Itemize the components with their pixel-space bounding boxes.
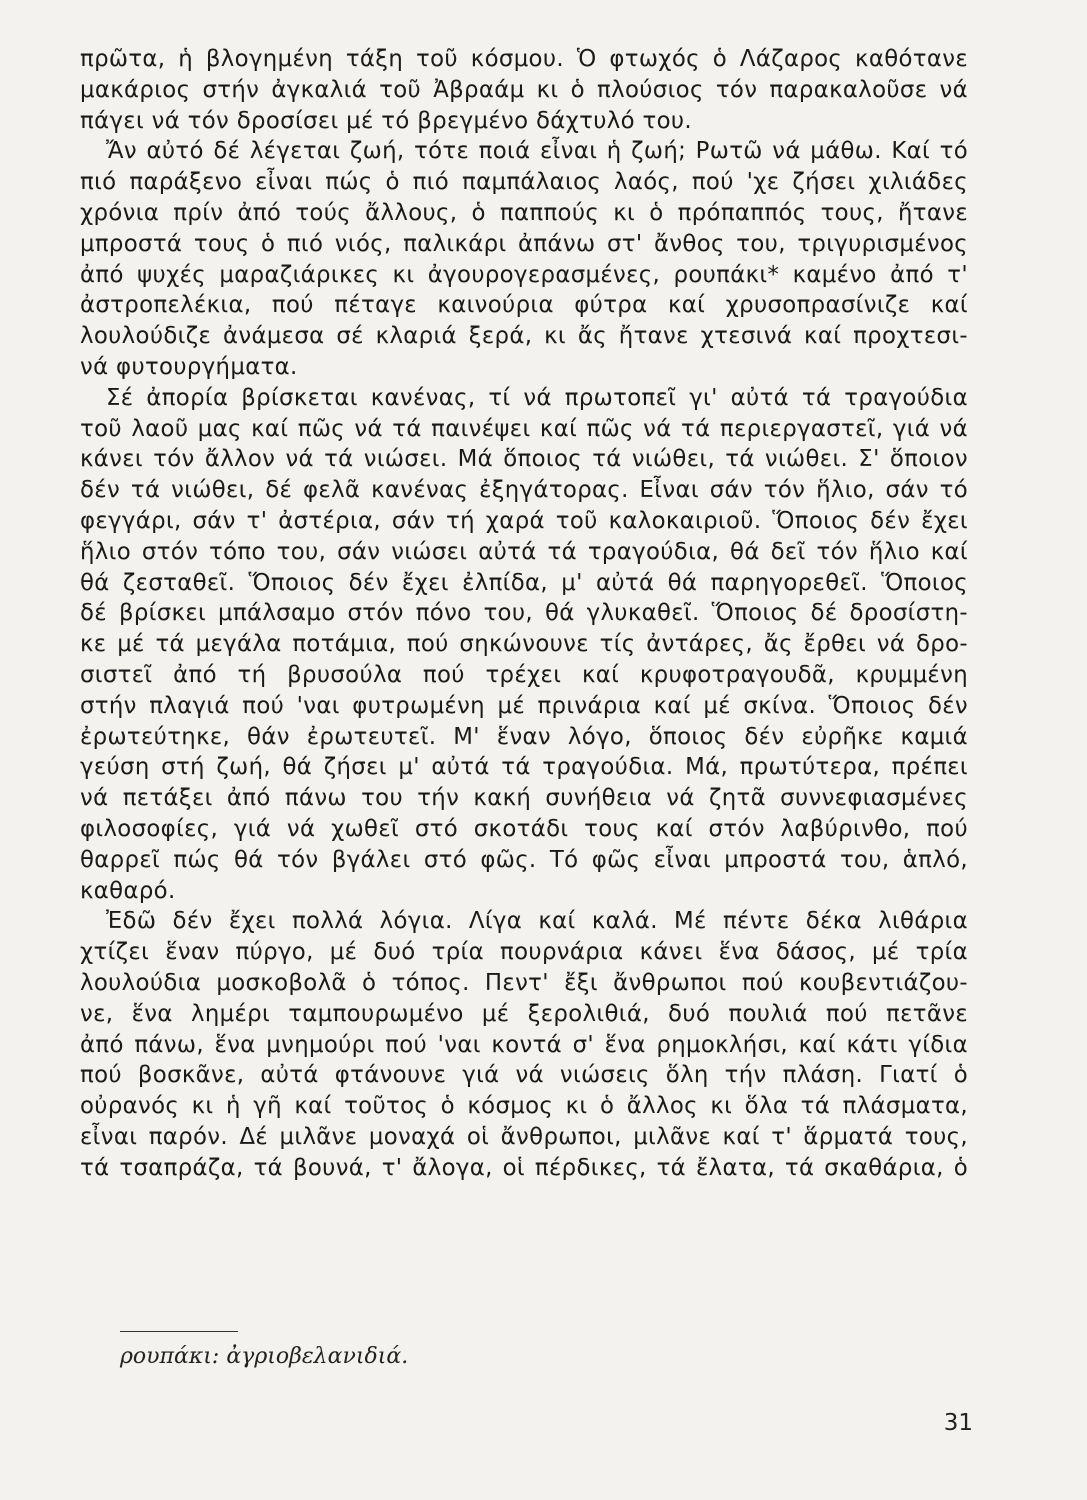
text-line: οὐρανός κι ἡ γῆ καί τοῦτος ὁ κόσμος κι ὁ ἄλλος κι ὅλα τά πλάσματα, xyxy=(80,1093,968,1120)
page-body xyxy=(80,44,968,1183)
text-line: κάνει τόν ἄλλον νά τά νιώσει. Μά ὅποιος τά νιώθει, τά νιώθει. Σ' ὅποιον xyxy=(80,446,968,473)
text-line: ἀστροπελέκια, πού πέταγε καινούρια φύτρα καί χρυσοπρασίνιζε καί xyxy=(80,292,968,319)
text-line: μπροστά τους ὁ πιό νιός, παλικάρι ἀπάνω στ' ἄνθος του, τριγυρισμένος xyxy=(80,230,968,257)
text-line: εἶναι παρόν. Δέ μιλᾶνε μοναχά οἱ ἄνθρωποι, μιλᾶνε καί τ' ἅρματά τους, xyxy=(80,1123,968,1150)
text-line: λουλούδια μοσκοβολᾶ ὁ τόπος. Πεντ' ἔξι ἄνθρωποι πού κουβεντιάζου- xyxy=(80,969,968,996)
text-line: Ἄν αὐτό δέ λέγεται ζωή, τότε ποιά εἶναι ἡ ζωή; Ρωτῶ νά μάθω. Καί τό xyxy=(106,138,968,165)
text-line: θαρρεῖ πώς θά τόν βγάλει στό φῶς. Τό φῶς εἶναι μπροστά του, ἁπλό, xyxy=(80,846,968,873)
text-line: πάγει νά τόν δροσίσει μέ τό βρεγμένο δάχτυλό του. xyxy=(80,107,693,134)
text-line: δέ βρίσκει μπάλσαμο στόν πόνο του, θά γλυκαθεῖ. Ὅποιος δέ δροσίστη- xyxy=(80,600,968,627)
text-line: πού βοσκᾶνε, αὐτά φτάνουνε γιά νά νιώσεις ὅλη τήν πλάση. Γιατί ὁ xyxy=(80,1062,968,1089)
text-line: νε, ἕνα λημέρι ταμπουρωμένο μέ ξερολιθιά, δυό πουλιά πού πετᾶνε xyxy=(80,1000,968,1027)
text-line: Σέ ἀπορία βρίσκεται κανένας, τί νά πρωτοπεῖ γι' αὐτά τά τραγούδια xyxy=(106,384,968,411)
text-line: στήν πλαγιά πού 'ναι φυτρωμένη μέ πρινάρια καί μέ σκίνα. Ὅποιος δέν xyxy=(80,692,968,719)
text-line: τά τσαπράζα, τά βουνά, τ' ἄλογα, οἱ πέρδικες, τά ἔλατα, τά σκαθάρια, ὁ xyxy=(80,1154,968,1181)
text-line: δέν τά νιώθει, δέ φελᾶ κανένας ἐξηγάτορας. Εἶναι σάν τόν ἥλιο, σάν τό xyxy=(80,477,968,504)
page-number: 31 xyxy=(943,1410,973,1436)
text-line: ἀπό πάνω, ἕνα μνημούρι πού 'ναι κοντά σ' ἕνα ρημοκλήσι, καί κάτι γίδια xyxy=(80,1031,968,1058)
text-line: λουλούδιζε ἀνάμεσα σέ κλαριά ξερά, κι ἄς ἤτανε χτεσινά καί προχτεσι- xyxy=(80,323,968,350)
text-line: τοῦ λαοῦ μας καί πῶς νά τά παινέψει καί πῶς νά τά περιεργαστεῖ, γιά νά xyxy=(80,415,968,442)
text-line: ἀπό ψυχές μαραζιάρικες κι ἀγουρογερασμένες, ρουπάκι* καμένο ἀπό τ' xyxy=(80,261,968,288)
text-line: ἐρωτεύτηκε, θάν ἐρωτευτεῖ. Μ' ἕναν λόγο, ὅποιος δέν εὐρῆκε καμιά xyxy=(80,723,968,750)
text-line: φιλοσοφίες, γιά νά χωθεῖ στό σκοτάδι τους καί στόν λαβύρινθο, πού xyxy=(80,815,968,842)
text-line: χρόνια πρίν ἀπό τούς ἄλλους, ὁ παππούς κι ὁ πρόπαππός τους, ἤτανε xyxy=(80,199,968,226)
text-line: πιό παράξενο εἶναι πώς ὁ πιό παμπάλαιος λαός, πού 'χε ζήσει χιλιάδες xyxy=(80,169,968,196)
text-line: πρῶτα, ἡ βλογημένη τάξη τοῦ κόσμου. Ὁ φτωχός ὁ Λάζαρος καθότανε xyxy=(80,46,968,72)
text-line: γεύση στή ζωή, θά ζήσει μ' αὐτά τά τραγούδια. Μά, πρωτύτερα, πρέπει xyxy=(80,754,968,781)
text-line: θά ζεσταθεῖ. Ὅποιος δέν ἔχει ἐλπίδα, μ' αὐτά θά παρηγορεθεῖ. Ὅποιος xyxy=(80,569,968,596)
text-line: σιστεῖ ἀπό τή βρυσούλα πού τρέχει καί κρυφοτραγουδᾶ, κρυμμένη xyxy=(80,661,968,688)
text-line: χτίζει ἕναν πύργο, μέ δυό τρία πουρνάρια κάνει ἕνα δάσος, μέ τρία xyxy=(80,939,968,966)
text-line: φεγγάρι, σάν τ' ἀστέρια, σάν τή χαρά τοῦ καλοκαιριοῦ. Ὅποιος δέν ἔχει xyxy=(80,507,968,534)
text-line: μακάριος στήν ἀγκαλιά τοῦ Ἀβραάμ κι ὁ πλούσιος τόν παρακαλοῦσε νά xyxy=(80,76,968,103)
text-line: ἥλιο στόν τόπο του, σάν νιώσει αὐτά τά τραγούδια, θά δεῖ τόν ἥλιο καί xyxy=(80,538,968,565)
text-line: Ἐδῶ δέν ἔχει πολλά λόγια. Λίγα καί καλά. Μέ πέντε δέκα λιθάρια xyxy=(106,908,968,935)
text-line: κε μέ τά μεγάλα ποτάμια, πού σηκώνουνε τίς ἀντάρες, ἄς ἔρθει νά δρο- xyxy=(80,631,968,658)
text-line: νά πετάξει ἀπό πάνω του τήν κακή συνήθεια νά ζητᾶ συννεφιασμένες xyxy=(80,785,968,812)
footnote-divider xyxy=(120,1331,238,1332)
text-line: καθαρό. xyxy=(80,877,176,904)
text-line: νά φυτουργήματα. xyxy=(80,353,298,380)
footnote: ρουπάκι: ἀγριοβελανιδιά. xyxy=(120,1344,409,1369)
